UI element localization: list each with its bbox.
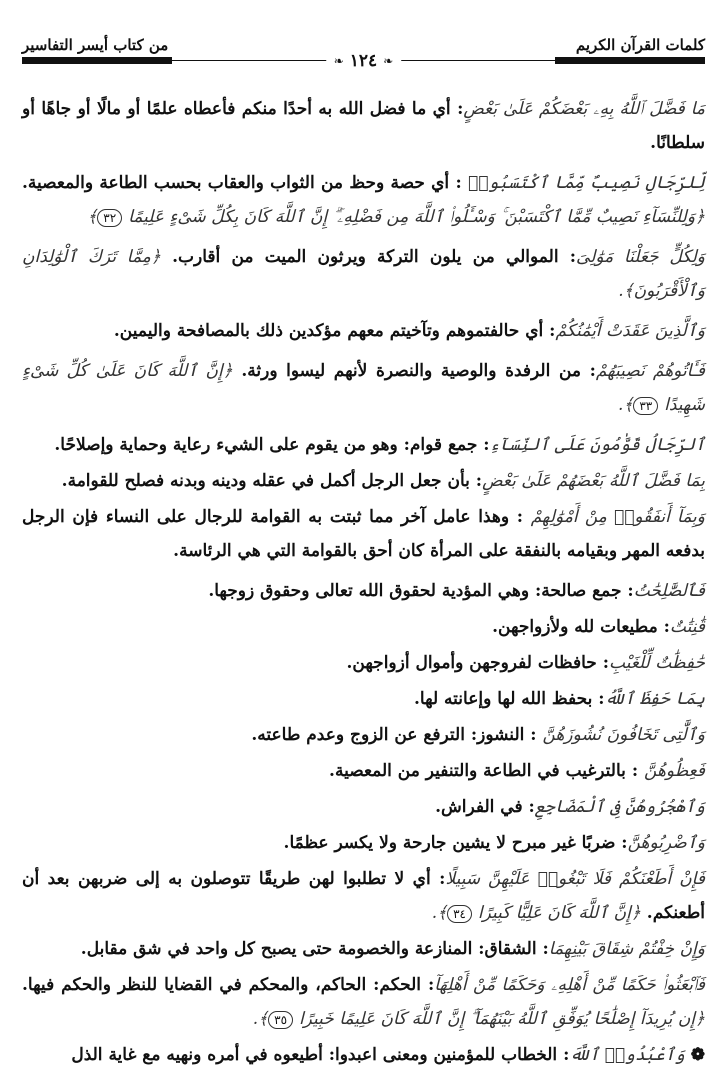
- explanation-text: بالترغيب في الطاعة والتنفير من المعصية.: [329, 761, 626, 781]
- quran-term: فَٱلصَّٰلِحَٰتُ: [633, 581, 705, 601]
- explanation-text: جمع قوام: وهو من يقوم على الشيء رعاية وحماية وإصلاحًا.: [54, 435, 478, 455]
- space: [161, 247, 172, 267]
- verse-number: ٣٥: [268, 1011, 293, 1029]
- separator: :: [557, 1045, 570, 1065]
- glossary-content: [22, 92, 705, 1078]
- header-bar-right: [555, 57, 705, 64]
- glossary-entry: [22, 428, 705, 462]
- separator: :: [449, 173, 469, 193]
- quran-verse: ﴿إِن يُرِيدَآ إِصْلَٰحًا يُوَفِّقِ ٱللَّهُ بَيْنَهُمَآ ۗ إِنَّ ٱللَّهَ كَانَ عَلِيمًا خَبِيرًا: [298, 1009, 705, 1029]
- explanation-text: مطيعات لله ولأزواجهن.: [492, 617, 658, 637]
- glossary-entry: [22, 500, 705, 568]
- glossary-entry: [22, 682, 705, 716]
- quran-term: ٱلرِّجَالُ قَوَّٰمُونَ عَلَى ٱلنِّسَآءِ: [489, 435, 705, 455]
- verse-end: ﴾.: [618, 281, 634, 301]
- explanation-text: أي لا تطلبوا لهن طريقًا تتوصلون به إلى ضربهن بعد أن أطعنكم.: [22, 869, 705, 923]
- quran-term: وَٱلَّٰتِى تَخَافُونَ نُشُوزَهُنَّ: [542, 725, 705, 745]
- separator: :: [536, 939, 549, 959]
- quran-verse: ﴿وَلِلنِّسَآءِ نَصِيبٌ مِّمَّا ٱكْتَسَبْنَ ۚ وَسْـَٔلُوا۟ ٱللَّهَ مِن فَضْلِهِۦٓ ۗ إِنَّ ٱللَّهَ كَانَ بِكُلِّ شَىْءٍ عَلِيمًا: [128, 207, 705, 227]
- verse-number: ٣٤: [447, 905, 472, 923]
- glossary-entry: [22, 968, 705, 1036]
- explanation-text: في الفراش.: [435, 797, 523, 817]
- quran-term: قَٰنِتَٰتٌ: [669, 617, 705, 637]
- quran-term: فَعِظُوهُنَّ: [644, 761, 705, 781]
- glossary-entry: [22, 610, 705, 644]
- header-bar-left: [22, 57, 172, 64]
- quran-term: وَلِكُلٍّ جَعَلْنَا مَوَٰلِىَ: [576, 247, 705, 267]
- glossary-entry: [22, 1038, 705, 1072]
- separator: :: [581, 361, 596, 381]
- ornament-icon: ❧: [383, 54, 394, 68]
- separator: :: [592, 689, 605, 709]
- quran-term: بِمَا فَضَّلَ ٱللَّهُ بَعْضَهُمْ عَلَىٰ بَعْضٍ: [482, 471, 705, 491]
- verse-end: ﴾.: [617, 395, 634, 415]
- separator: :: [615, 833, 628, 853]
- glossary-entry: [22, 826, 705, 860]
- flower-icon: ❁: [684, 1045, 705, 1065]
- verse-end: ﴾.: [252, 1009, 269, 1029]
- separator: :: [469, 471, 483, 491]
- quran-term: وَٱهْجُرُوهُنَّ فِى ٱلْمَضَاجِعِ: [534, 797, 705, 817]
- glossary-entry: [22, 646, 705, 680]
- quran-term: وَٱعْبُدُوا۟ ٱللَّهَ: [569, 1045, 685, 1065]
- explanation-text: بأن جعل الرجل أكمل في عقله ودينه وبدنه فصلح للقوامة.: [61, 471, 470, 491]
- quran-term: فَٱبْعَثُوا۟ حَكَمًا مِّنْ أَهْلِهِۦ وَحَكَمًا مِّنْ أَهْلِهَآ: [434, 975, 705, 995]
- quran-verse: ﴿إِنَّ ٱللَّهَ كَانَ عَلِيًّا كَبِيرًا: [477, 903, 641, 923]
- glossary-entry: [22, 754, 705, 788]
- separator: :: [477, 435, 490, 455]
- glossary-entry: [22, 862, 705, 930]
- separator: :: [657, 617, 670, 637]
- separator: :: [509, 507, 531, 527]
- separator: :: [421, 975, 435, 995]
- explanation-text: وهذا عامل آخر مما ثبتت به القوامة للرجال على النساء فإن الرجل بدفعه المهر وبقيامه بالنفقة على المرأة كان أحق بالقوامة التي هي الرئاسة.: [22, 507, 705, 561]
- explanation-text: النشوز: الترفع عن الزوج وعدم طاعته.: [251, 725, 525, 745]
- explanation-text: الموالي من يلون التركة ويرثون الميت من أقارب.: [172, 247, 559, 267]
- quran-term: مَا فَضَّلَ ٱللَّهُ بِهِۦ بَعْضَكُمْ عَلَىٰ بَعْضٍ: [463, 99, 705, 119]
- verse-end: ﴾.: [431, 903, 448, 923]
- glossary-entry: [22, 314, 705, 348]
- glossary-entry: [22, 166, 705, 234]
- ornament-icon: ❧: [333, 54, 344, 68]
- quran-verse: ﴿إِنَّ ٱللَّهَ كَانَ عَلَىٰ كُلِّ شَىْءٍ شَهِيدًا: [22, 361, 705, 415]
- explanation-text: من الرفدة والوصية والنصرة لأنهم ليسوا ورثة.: [241, 361, 581, 381]
- quran-term: بِمَا حَفِظَ ٱللَّهُ: [604, 689, 705, 709]
- separator: :: [522, 797, 535, 817]
- book-title: كلمات القرآن الكريم: [575, 36, 705, 54]
- quran-term: فَإِنْ أَطَعْنَكُمْ فَلَا تَبْغُوا۟ عَلَيْهِنَّ سَبِيلًا: [445, 869, 705, 889]
- quran-term: وَٱلَّذِينَ عَقَدَتْ أَيْمَٰنُكُمْ: [555, 321, 705, 341]
- explanation-text: أي ما فضل الله به أحدًا منكم فأعطاه علمًا أو مالًا أو جاهًا أو سلطانًا.: [22, 99, 705, 153]
- explanation-text: جمع صالحة: وهي المؤدية لحقوق الله تعالى وحقوق زوجها.: [208, 581, 622, 601]
- verse-end: ﴾: [87, 207, 98, 227]
- source-title: من كتاب أيسر التفاسير: [22, 36, 169, 54]
- page-number: ١٢٤: [349, 51, 378, 71]
- separator: :: [524, 725, 543, 745]
- quran-verse: ﴿مِمَّا تَرَكَ ٱلْوَٰلِدَانِ وَٱلْأَقْرَبُونَ: [22, 247, 705, 301]
- separator: :: [450, 99, 464, 119]
- explanation-text: الخطاب للمؤمنين ومعنى اعبدوا: أطيعوه في أمره ونهيه مع غاية الذل: [71, 1045, 558, 1065]
- glossary-entry: [22, 574, 705, 608]
- glossary-entry: [22, 790, 705, 824]
- glossary-entry: [22, 240, 705, 308]
- glossary-entry: [22, 92, 705, 160]
- quran-term: لِّلرِّجَالِ نَصِيبٌ مِّمَّا ٱكْتَسَبُوا۟: [468, 173, 705, 193]
- explanation-text: ضربًا غير مبرح لا يشين جارحة ولا يكسر عظمًا.: [283, 833, 616, 853]
- glossary-entry: [22, 354, 705, 422]
- explanation-text: الشقاق: المنازعة والخصومة حتى يصبح كل واحد في شق مقابل.: [80, 939, 537, 959]
- separator: :: [558, 247, 577, 267]
- separator: :: [596, 653, 610, 673]
- glossary-entry: [22, 464, 705, 498]
- separator: :: [621, 581, 634, 601]
- glossary-entry: [22, 932, 705, 966]
- quran-term: حَٰفِظَٰتٌ لِّلْغَيْبِ: [609, 653, 705, 673]
- explanation-text: حافظات لفروجهن وأموال أزواجهن.: [346, 653, 597, 673]
- explanation-text: أي حالفتموهم وتآخيتم معهم مؤكدين ذلك بالمصافحة واليمين.: [113, 321, 544, 341]
- verse-number: ٣٣: [633, 397, 658, 415]
- separator: :: [543, 321, 556, 341]
- glossary-entry: [22, 718, 705, 752]
- quran-term: وَبِمَآ أَنفَقُوا۟ مِنْ أَمْوَٰلِهِمْ: [530, 507, 705, 527]
- page-number-box: [326, 50, 402, 72]
- separator: :: [625, 761, 645, 781]
- quran-term: وَإِنْ خِفْتُمْ شِقَاقَ بَيْنِهِمَا: [548, 939, 705, 959]
- quran-term: وَٱضْرِبُوهُنَّ: [627, 833, 705, 853]
- verse-number: ٣٢: [97, 209, 122, 227]
- separator: :: [430, 869, 446, 889]
- explanation-text: الحكم: الحاكم، والمحكم في القضايا للنظر والحكم فيها.: [22, 975, 421, 995]
- explanation-text: أي حصة وحظ من الثواب والعقاب بحسب الطاعة والمعصية.: [22, 173, 450, 193]
- explanation-text: بحفظ الله لها وإعانته لها.: [414, 689, 593, 709]
- quran-term: فَـَٔاتُوهُمْ نَصِيبَهُمْ: [595, 361, 705, 381]
